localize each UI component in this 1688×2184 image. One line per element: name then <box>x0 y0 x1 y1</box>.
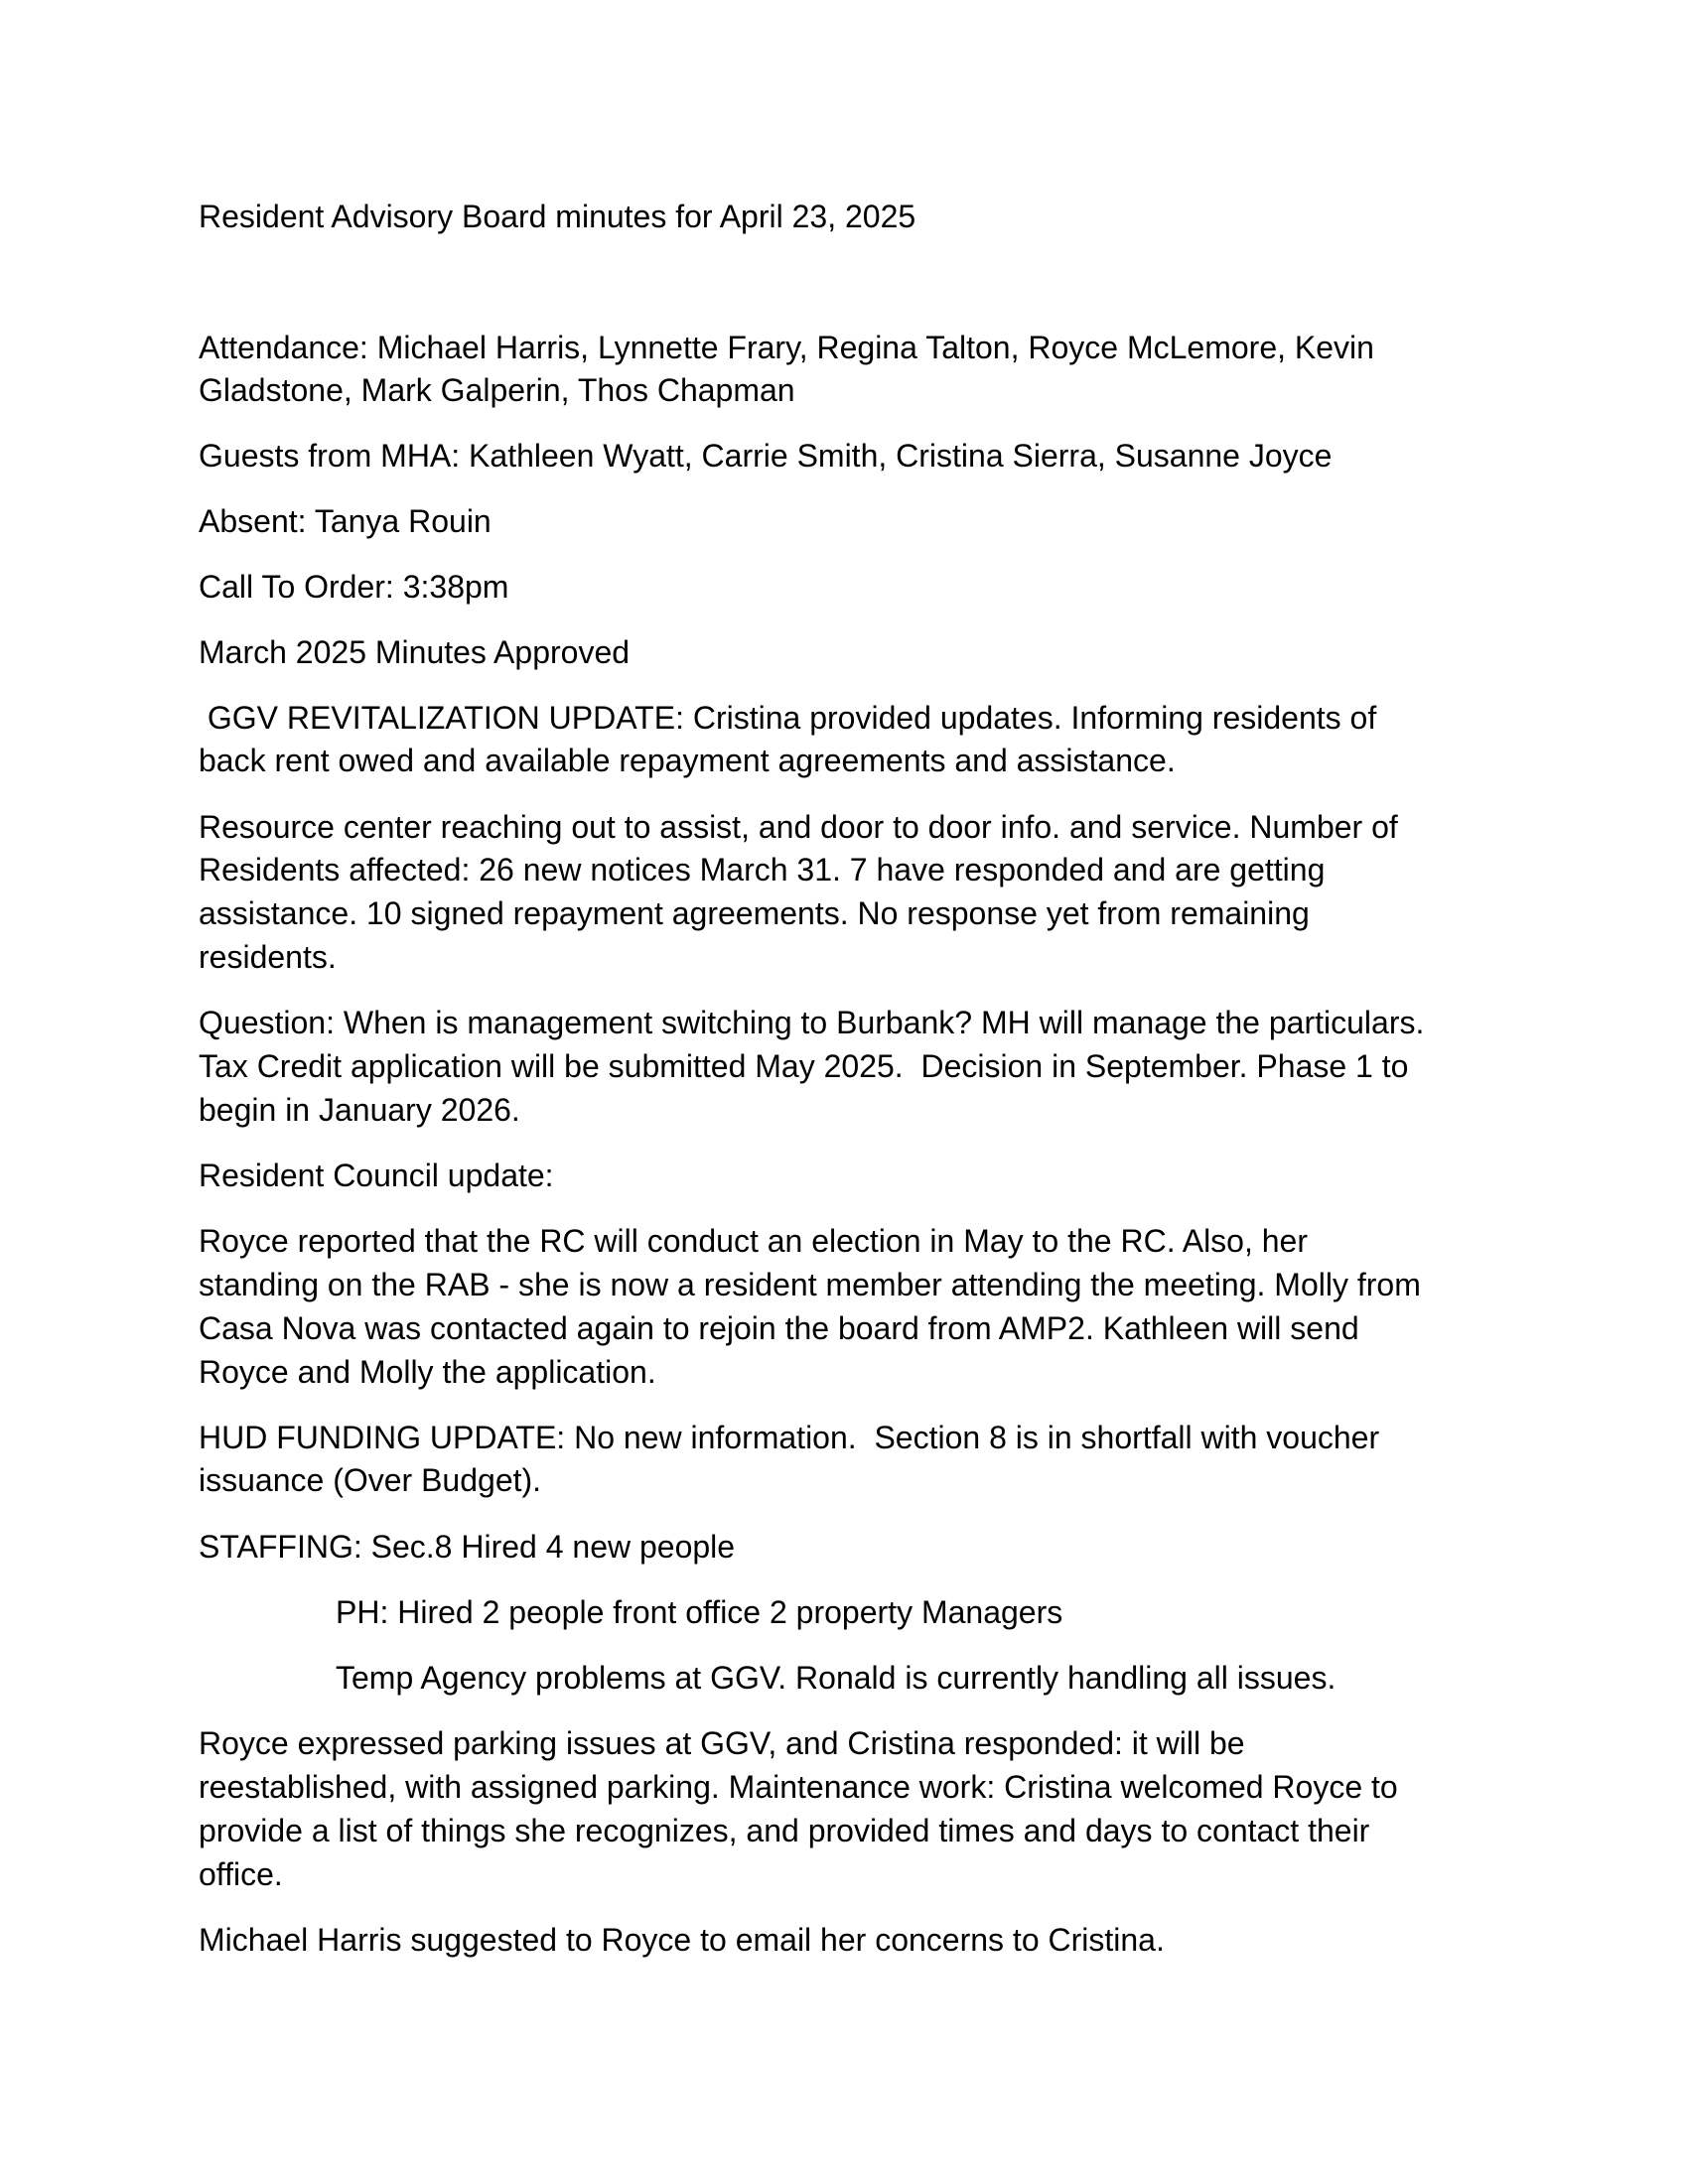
hud-funding-line-1: HUD FUNDING UPDATE: No new information. Section 8 is in shortfall with voucher <box>199 1420 1380 1455</box>
staffing-temp-line: Temp Agency problems at GGV. Ronald is currently handling all issues. <box>336 1660 1336 1696</box>
royce-report-line-2: standing on the RAB - she is now a resident member attending the meeting. Molly from <box>199 1267 1421 1302</box>
royce-report-line-1: Royce reported that the RC will conduct an election in May to the RC. Also, her <box>199 1223 1308 1259</box>
parking-line-3: provide a list of things she recognizes, and provided times and days to contact their <box>199 1813 1370 1848</box>
parking-line-1: Royce expressed parking issues at GGV, and Cristina responded: it will be <box>199 1725 1245 1761</box>
hud-funding-line-2: issuance (Over Budget). <box>199 1462 542 1498</box>
royce-report-line-4: Royce and Molly the application. <box>199 1354 656 1390</box>
parking-line-4: office. <box>199 1856 283 1892</box>
question-line-1: Question: When is management switching to Burbank? MH will manage the particulars. <box>199 1005 1425 1040</box>
staffing-line: STAFFING: Sec.8 Hired 4 new people <box>199 1529 736 1565</box>
ggv-update-line-2: back rent owed and available repayment agreements and assistance. <box>199 743 1176 778</box>
ggv-update-line-1: GGV REVITALIZATION UPDATE: Cristina provided updates. Informing residents of <box>199 700 1377 736</box>
absent-line: Absent: Tanya Rouin <box>199 503 492 539</box>
resident-council-heading: Resident Council update: <box>199 1158 554 1193</box>
resource-center-line-3: assistance. 10 signed repayment agreements. No response yet from remaining <box>199 895 1310 931</box>
attendance-line-1: Attendance: Michael Harris, Lynnette Frary, Regina Talton, Royce McLemore, Kevin <box>199 330 1374 365</box>
royce-report-line-3: Casa Nova was contacted again to rejoin the board from AMP2. Kathleen will send <box>199 1310 1359 1346</box>
resource-center-line-4: residents. <box>199 939 337 975</box>
michael-harris-line: Michael Harris suggested to Royce to email her concerns to Cristina. <box>199 1922 1165 1958</box>
call-to-order-line: Call To Order: 3:38pm <box>199 569 509 605</box>
parking-line-2: reestablished, with assigned parking. Maintenance work: Cristina welcomed Royce to <box>199 1769 1398 1805</box>
staffing-ph-line: PH: Hired 2 people front office 2 property Managers <box>336 1594 1063 1630</box>
resource-center-line-2: Residents affected: 26 new notices March 31. 7 have responded and are getting <box>199 852 1326 887</box>
minutes-approved-line: March 2025 Minutes Approved <box>199 634 631 670</box>
question-line-3: begin in January 2026. <box>199 1092 520 1128</box>
resource-center-line-1: Resource center reaching out to assist, and door to door info. and service. Number of <box>199 809 1398 845</box>
guests-line: Guests from MHA: Kathleen Wyatt, Carrie Smith, Cristina Sierra, Susanne Joyce <box>199 438 1333 474</box>
document-title: Resident Advisory Board minutes for April 23, 2025 <box>199 199 916 234</box>
attendance-line-2: Gladstone, Mark Galperin, Thos Chapman <box>199 372 795 408</box>
question-line-2: Tax Credit application will be submitted May 2025. Decision in September. Phase 1 to <box>199 1048 1409 1084</box>
